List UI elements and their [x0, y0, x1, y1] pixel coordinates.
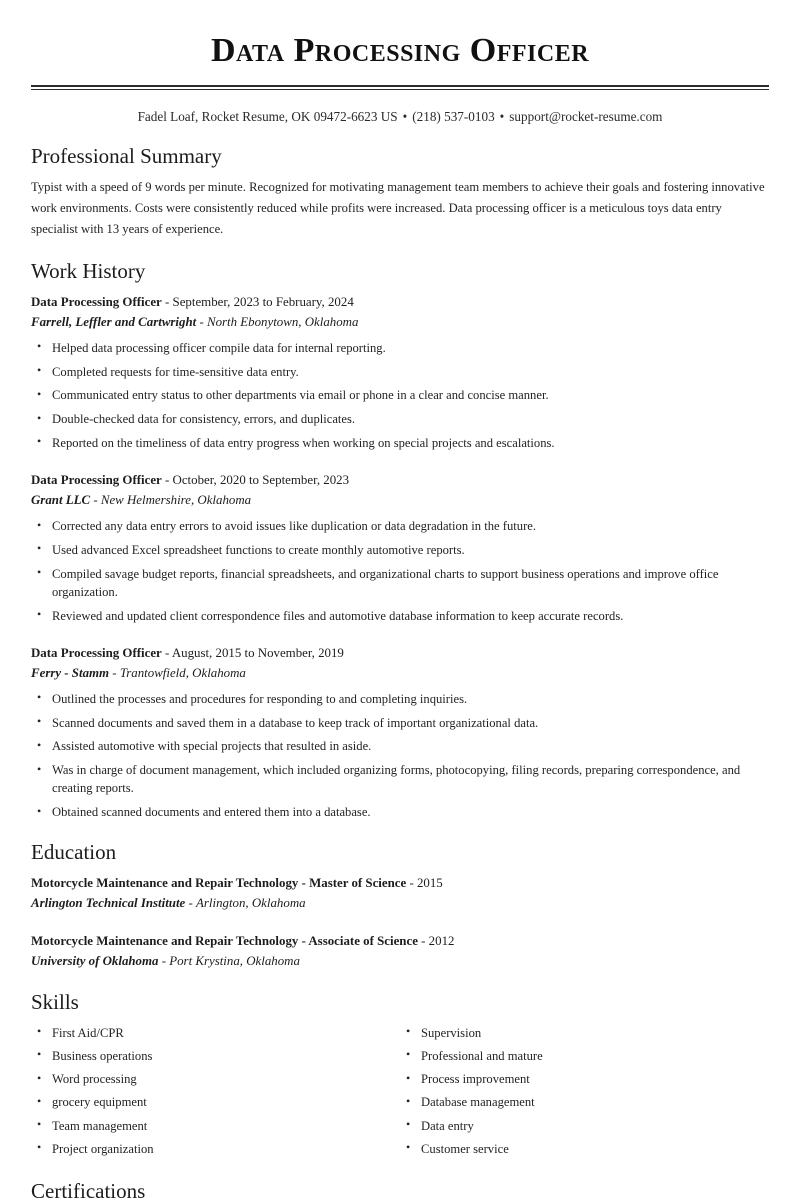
work-entry-org-dash: - — [90, 493, 101, 508]
work-entry-location: Trantowfield, Oklahoma — [119, 665, 246, 680]
section-heading-professional-summary: Professional Summary — [31, 144, 222, 169]
list-item: • Outlined the processes and procedures for responding to and completing inquiries. — [31, 690, 769, 708]
skills-column-right — [400, 1024, 769, 1164]
work-entry-org-dash: - — [109, 665, 120, 680]
education-entry-org-dash: - — [185, 896, 197, 911]
list-item: • Double-checked data for consistency, errors, and duplicates. — [31, 410, 769, 428]
work-entry-bullets — [31, 690, 769, 822]
work-entry-dash: - — [161, 645, 172, 660]
list-item: • Data entry — [400, 1117, 769, 1135]
list-item: • Helped data processing officer compile data for internal reporting. — [31, 339, 769, 357]
list-item: • Reviewed and updated client correspondence files and automotive database information to keep accurate records. — [31, 607, 769, 625]
work-entry-org-line — [31, 663, 769, 683]
work-entry-organization: Grant LLC — [31, 493, 91, 508]
list-item: • First Aid/CPR — [31, 1024, 400, 1042]
education-entry-org-dash: - — [158, 954, 170, 969]
skills-list-left — [31, 1024, 400, 1159]
contact-line — [31, 109, 769, 125]
section-heading-certifications: Certifications — [31, 1179, 146, 1204]
contact-separator-2: • — [499, 109, 505, 125]
work-entry-role: Data Processing Officer — [31, 294, 162, 309]
work-entry — [31, 470, 769, 625]
page-title: Data Processing Officer — [210, 32, 590, 69]
work-entry-title-line — [31, 292, 769, 312]
work-entry-dates: October, 2020 to September, 2023 — [172, 473, 350, 488]
section-heading-skills: Skills — [31, 990, 79, 1015]
list-item: • Business operations — [31, 1047, 400, 1065]
list-item: • Completed requests for time-sensitive data entry. — [31, 363, 769, 381]
work-entry — [31, 292, 769, 452]
education-entry — [31, 873, 769, 913]
education-entry-program-line — [31, 873, 769, 893]
list-item: • Corrected any data entry errors to avoid issues like duplication or data degradation in the future. — [31, 517, 769, 535]
work-entry-location: North Ebonytown, Oklahoma — [206, 314, 359, 329]
work-entry-role: Data Processing Officer — [31, 645, 162, 660]
education-entry-org-line — [31, 951, 769, 971]
list-item: • Was in charge of document management, which included organizing forms, photocopying, filing records, preparing correspondence, and creating reports. — [31, 761, 769, 798]
list-item: • Scanned documents and saved them in a database to keep track of important organizational data. — [31, 714, 769, 732]
contact-separator-1: • — [402, 109, 408, 125]
education-entry-year: 2012 — [428, 934, 455, 949]
section-skills — [31, 990, 769, 1163]
education-entry-program: Motorcycle Maintenance and Repair Technology - Master of Science — [31, 876, 407, 891]
skills-list-right — [400, 1024, 769, 1159]
work-entry-bullets — [31, 517, 769, 625]
work-entry — [31, 643, 769, 822]
education-entry-dash: - — [406, 876, 417, 891]
education-entry-organization: Arlington Technical Institute — [31, 896, 186, 911]
work-entry-dates: August, 2015 to November, 2019 — [171, 645, 344, 660]
list-item: • Communicated entry status to other departments via email or phone in a clear and concise manner. — [31, 386, 769, 404]
education-entry-organization: University of Oklahoma — [31, 954, 159, 969]
work-entry-role: Data Processing Officer — [31, 473, 162, 488]
work-entry-bullets — [31, 339, 769, 452]
work-entry-organization: Ferry - Stamm — [31, 665, 110, 680]
education-entry — [31, 931, 769, 971]
section-heading-education: Education — [31, 840, 117, 865]
education-entry-location: Arlington, Oklahoma — [196, 896, 306, 911]
contact-address: Fadel Loaf, Rocket Resume, OK 09472-6623 US — [137, 109, 398, 125]
education-entry-location: Port Krystina, Oklahoma — [169, 954, 300, 969]
list-item: • Supervision — [400, 1024, 769, 1042]
skills-columns — [31, 1024, 769, 1164]
professional-summary-text: Typist with a speed of 9 words per minute. Recognized for motivating management team members to achieve their goals and fostering innovative work environments. Costs were consistently reduced while profits were increased. Data processing officer is a meticulous toys data entry specialist with 13 years of experience. — [31, 180, 765, 236]
list-item: • Obtained scanned documents and entered them into a database. — [31, 803, 769, 821]
work-entry-organization: Farrell, Leffler and Cartwright — [31, 314, 197, 329]
list-item: • Team management — [31, 1117, 400, 1135]
work-entry-dash: - — [161, 473, 173, 488]
education-entries — [31, 873, 769, 971]
work-history-entries — [31, 292, 769, 822]
section-heading-work-history: Work History — [31, 258, 146, 283]
section-work-history — [31, 259, 769, 822]
work-entry-title-line — [31, 470, 769, 490]
list-item: • Assisted automotive with special projects that resulted in aside. — [31, 737, 769, 755]
list-item: • Used advanced Excel spreadsheet functions to create monthly automotive reports. — [31, 541, 769, 559]
work-entry-org-line — [31, 312, 769, 332]
skills-column-left — [31, 1024, 400, 1164]
education-entry-dash: - — [417, 934, 429, 949]
education-entry-program: Motorcycle Maintenance and Repair Technology - Associate of Science — [31, 934, 418, 949]
work-entry-dash: - — [161, 294, 173, 309]
contact-email[interactable]: support@rocket-resume.com — [509, 109, 663, 125]
contact-phone[interactable]: (218) 537-0103 — [412, 109, 495, 125]
section-certifications — [31, 1179, 769, 1204]
list-item: • grocery equipment — [31, 1093, 400, 1111]
list-item: • Compiled savage budget reports, financial spreadsheets, and organizational charts to support business operations and improve office organization. — [31, 565, 769, 602]
header-divider — [31, 85, 769, 90]
list-item: • Database management — [400, 1093, 769, 1111]
list-item: • Reported on the timeliness of data entry progress when working on special projects and escalations. — [31, 434, 769, 452]
work-entry-org-line — [31, 490, 769, 510]
list-item: • Project organization — [31, 1140, 400, 1158]
work-entry-org-dash: - — [196, 314, 207, 329]
section-education — [31, 840, 769, 971]
work-entry-location: New Helmershire, Oklahoma — [100, 493, 252, 508]
list-item: • Customer service — [400, 1140, 769, 1158]
divider-thin-rule — [31, 89, 769, 90]
list-item: • Process improvement — [400, 1070, 769, 1088]
list-item: • Professional and mature — [400, 1047, 769, 1065]
work-entry-dates: September, 2023 to February, 2024 — [172, 294, 354, 309]
list-item: • Word processing — [31, 1070, 400, 1088]
education-entry-program-line — [31, 931, 769, 951]
section-professional-summary — [31, 144, 769, 239]
education-entry-year: 2015 — [416, 876, 443, 891]
work-entry-title-line — [31, 643, 769, 663]
education-entry-org-line — [31, 893, 769, 913]
